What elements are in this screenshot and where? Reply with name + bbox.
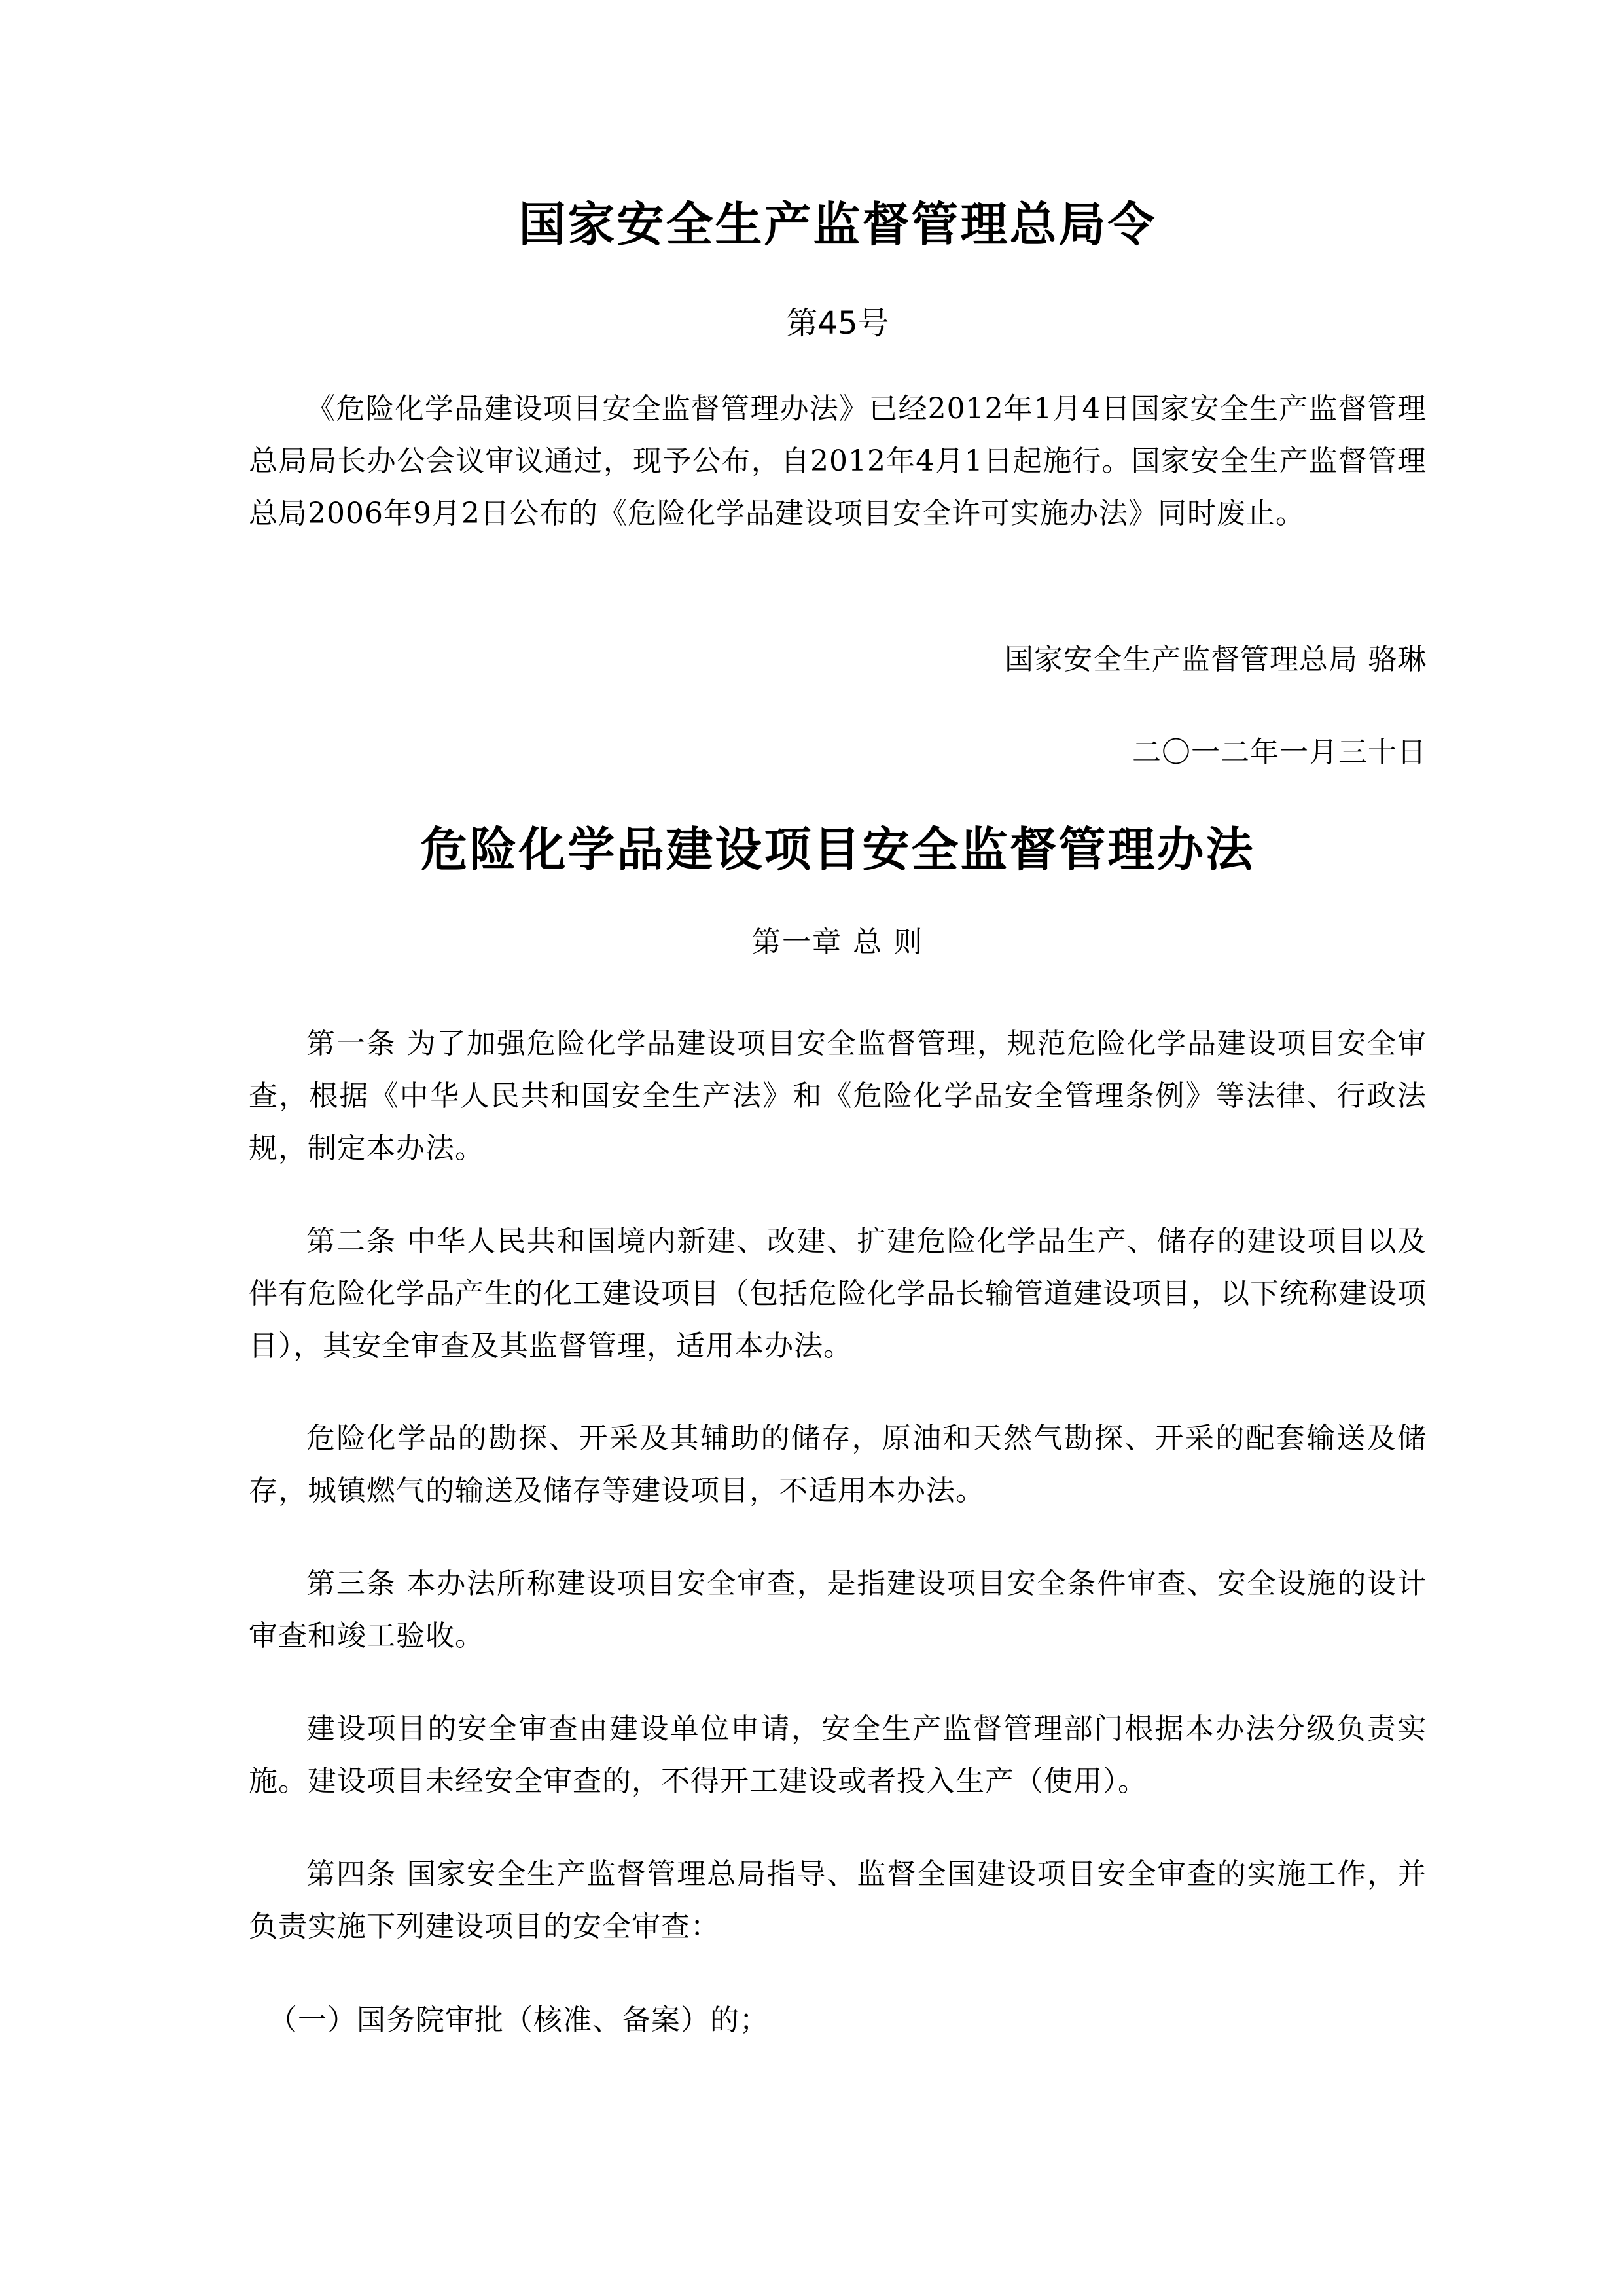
article-4: 第四条 国家安全生产监督管理总局指导、监督全国建设项目安全审查的实施工作，并负责实施下列建设项目的安全审查：	[249, 1857, 1427, 1943]
article-3: 第三条 本办法所称建设项目安全审查，是指建设项目安全条件审查、安全设施的设计审查和竣工验收。	[249, 1567, 1427, 1653]
article-2-exclusion: 危险化学品的勘探、开采及其辅助的储存，原油和天然气勘探、开采的配套输送及储存，城镇燃气的输送及储存等建设项目，不适用本办法。	[249, 1422, 1427, 1507]
order-number: 第45号	[786, 305, 889, 342]
article-2: 第二条 中华人民共和国境内新建、改建、扩建危险化学品生产、储存的建设项目以及伴有危险化学品产生的化工建设项目（包括危险化学品长输管道建设项目，以下统称建设项目），其安全审查及其监督管理，适用本办法。	[249, 1225, 1427, 1363]
order-title: 国家安全生产监督管理总局令	[518, 197, 1157, 252]
preamble-paragraph: 《危险化学品建设项目安全监督管理办法》已经2012年1月4日国家安全生产监督管理总局局长办公会议审议通过，现予公布，自2012年4月1日起施行。国家安全生产监督管理总局2006年9月2日公布的《危险化学品建设项目安全许可实施办法》同时废止。	[249, 392, 1427, 530]
law-title: 危险化学品建设项目安全监督管理办法	[420, 822, 1255, 877]
article-1: 第一条 为了加强危险化学品建设项目安全监督管理，规范危险化学品建设项目安全审查，根据《中华人民共和国安全生产法》和《危险化学品安全管理条例》等法律、行政法规，制定本办法。	[249, 1027, 1427, 1165]
issue-date: 二〇一二年一月三十日	[1132, 736, 1427, 769]
article-4-item-1: （一）国务院审批（核准、备案）的；	[268, 2003, 769, 2037]
article-3-clause: 建设项目的安全审查由建设单位申请，安全生产监督管理部门根据本办法分级负责实施。建设项目未经安全审查的，不得开工建设或者投入生产（使用）。	[249, 1712, 1427, 1798]
chapter-heading: 第一章 总 则	[752, 925, 923, 959]
signature: 国家安全生产监督管理总局 骆琳	[1005, 643, 1427, 676]
